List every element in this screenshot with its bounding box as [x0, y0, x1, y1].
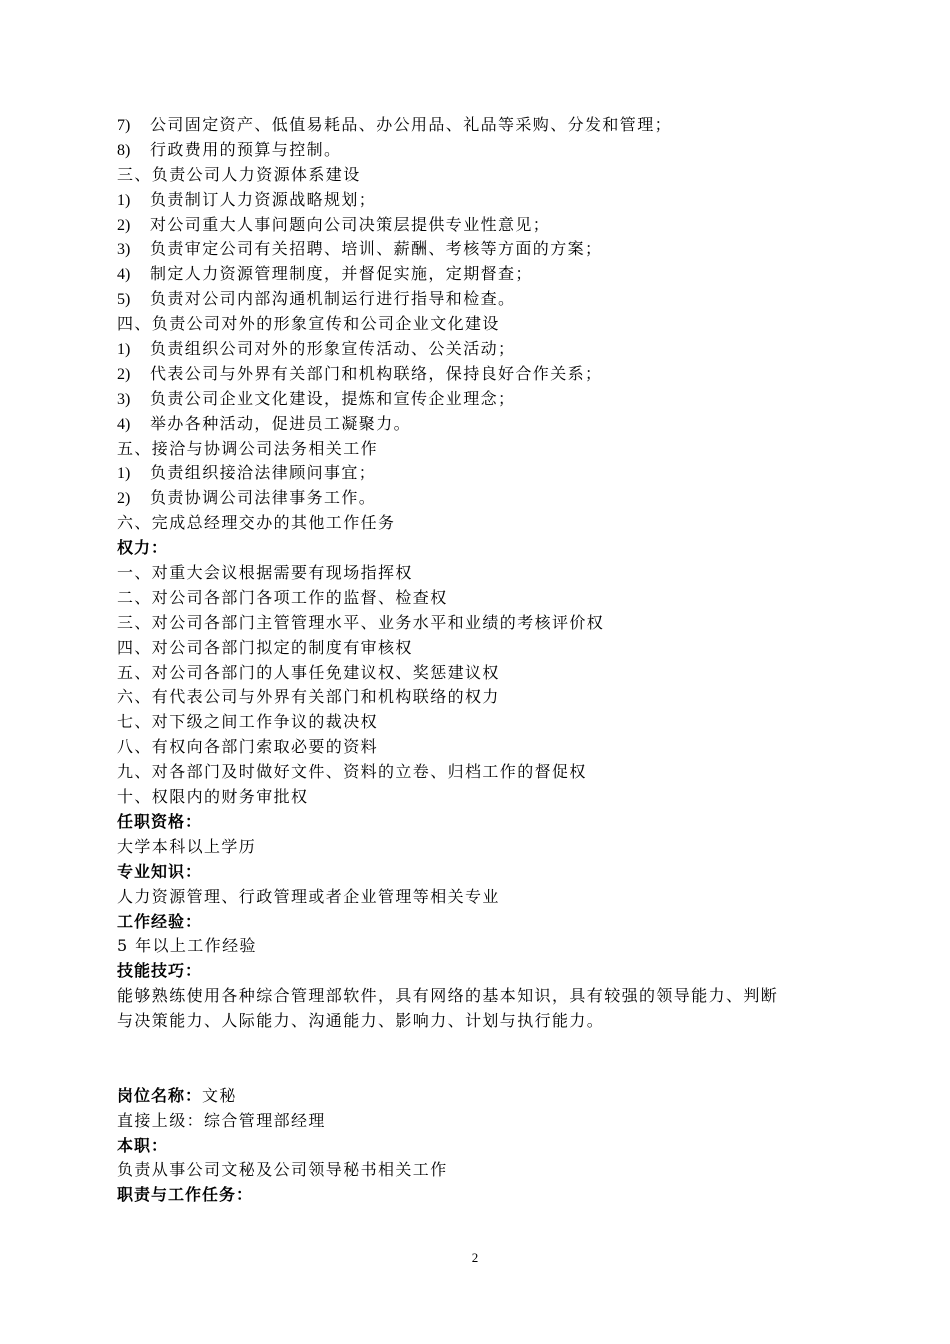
duty-title: 本职：	[117, 1135, 169, 1155]
power-item: 九、对各部门及时做好文件、资料的立卷、归档工作的督促权	[117, 762, 587, 782]
skills-text-line-2: 与决策能力、人际能力、沟通能力、影响力、计划与执行能力。	[117, 1011, 605, 1031]
item-text: 制定人力资源管理制度，并督促实施，定期督查；	[150, 264, 533, 284]
knowledge-text: 人力资源管理、行政管理或者企业管理等相关专业	[117, 886, 500, 906]
list-item	[117, 113, 857, 138]
power-item: 八、有权向各部门索取必要的资料	[117, 737, 379, 757]
power-item: 二、对公司各部门各项工作的监督、检查权	[117, 587, 448, 607]
item-text: 负责对公司内部沟通机制运行进行指导和检查。	[150, 289, 516, 309]
qualification-text: 大学本科以上学历	[117, 836, 257, 856]
section-heading: 四、负责公司对外的形象宣传和公司企业文化建设	[117, 314, 500, 334]
item-text: 负责协调公司法律事务工作。	[150, 488, 377, 508]
power-item: 六、有代表公司与外界有关部门和机构联络的权力	[117, 687, 500, 707]
list-item	[117, 237, 857, 262]
qualification-title: 任职资格：	[117, 811, 203, 831]
power-item: 四、对公司各部门拟定的制度有审核权	[117, 637, 413, 657]
duty-text: 负责从事公司文秘及公司领导秘书相关工作	[117, 1160, 448, 1180]
item-text: 公司固定资产、低值易耗品、办公用品、礼品等采购、分发和管理；	[150, 115, 673, 134]
item-text: 负责组织接洽法律顾问事宜；	[150, 463, 377, 483]
item-number: 3)	[117, 390, 131, 408]
position-name-label: 岗位名称：	[117, 1085, 203, 1105]
list-item	[117, 362, 857, 387]
document-page	[117, 113, 857, 1208]
tasks-title: 职责与工作任务：	[117, 1185, 254, 1205]
position-name	[117, 1084, 857, 1109]
item-number: 2)	[117, 216, 131, 234]
power-item: 五、对公司各部门的人事任免建议权、奖惩建议权	[117, 662, 500, 682]
list-item	[117, 138, 857, 163]
list-item	[117, 287, 857, 312]
page-number: 2	[471, 1250, 479, 1265]
direct-superior: 直接上级：综合管理部经理	[117, 1110, 326, 1130]
list-item	[117, 337, 857, 362]
list-item	[117, 262, 857, 287]
item-text: 负责制订人力资源战略规划；	[150, 189, 377, 209]
powers-title: 权力：	[117, 538, 169, 558]
power-item: 七、对下级之间工作争议的裁决权	[117, 712, 379, 732]
experience-text: 5 年以上工作经验	[117, 936, 257, 956]
item-number: 1)	[117, 465, 131, 483]
experience-title: 工作经验：	[117, 911, 203, 931]
knowledge-title: 专业知识：	[117, 861, 203, 881]
position-name-value: 文秘	[202, 1085, 237, 1105]
item-number: 4)	[117, 415, 131, 433]
power-item: 三、对公司各部门主管管理水平、业务水平和业绩的考核评价权	[117, 612, 605, 632]
item-number: 7)	[117, 117, 131, 134]
item-text: 代表公司与外界有关部门和机构联络，保持良好合作关系；	[150, 363, 603, 383]
section-spacer	[117, 1034, 857, 1084]
item-text: 负责审定公司有关招聘、培训、薪酬、考核等方面的方案；	[150, 239, 603, 259]
item-text: 举办各种活动，促进员工凝聚力。	[150, 413, 412, 433]
item-number: 1)	[117, 191, 131, 209]
section-heading: 五、接洽与协调公司法务相关工作	[117, 438, 379, 458]
item-number: 2)	[117, 365, 131, 383]
list-item	[117, 412, 857, 437]
skills-text-line-1: 能够熟练使用各种综合管理部软件，具有网络的基本知识，具有较强的领导能力、判断	[117, 986, 779, 1006]
item-number: 2)	[117, 490, 131, 508]
list-item	[117, 188, 857, 213]
power-item: 十、权限内的财务审批权	[117, 787, 309, 807]
item-number: 8)	[117, 141, 131, 159]
item-number: 5)	[117, 291, 131, 309]
item-text: 负责组织公司对外的形象宣传活动、公关活动；	[150, 339, 516, 359]
power-item: 一、对重大会议根据需要有现场指挥权	[117, 563, 413, 583]
item-number: 1)	[117, 341, 131, 359]
section-heading: 三、负责公司人力资源体系建设	[117, 164, 361, 184]
list-item	[117, 387, 857, 412]
item-number: 3)	[117, 241, 131, 259]
list-item	[117, 486, 857, 511]
item-number: 4)	[117, 266, 131, 284]
item-text: 行政费用的预算与控制。	[150, 139, 342, 159]
item-text: 对公司重大人事问题向公司决策层提供专业性意见；	[150, 214, 551, 234]
item-text: 负责公司企业文化建设，提炼和宣传企业理念；	[150, 388, 516, 408]
skills-title: 技能技巧：	[117, 961, 203, 981]
list-item	[117, 461, 857, 486]
section-heading: 六、完成总经理交办的其他工作任务	[117, 513, 396, 533]
list-item	[117, 213, 857, 238]
